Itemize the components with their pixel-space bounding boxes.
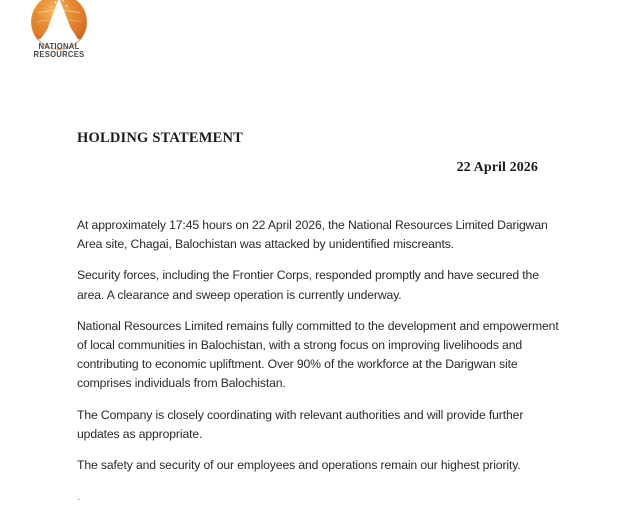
statement-paragraph: The Company is closely coordinating with relevant authorities and will provide further updates as appropriate. xyxy=(77,407,524,441)
logo-wordmark-line-2: RESOURCES xyxy=(33,50,85,60)
trailing-punctuation: . xyxy=(77,489,81,504)
statement-paragraph: At approximately 17:45 hours on 22 April 2026, the National Resources Limited Darigwan Area site, Chagai, Balochistan was attacked by unidentified miscreants. xyxy=(77,218,548,252)
statement-body xyxy=(77,216,564,506)
logo-wordmark-line-1: NATIONAL xyxy=(38,42,80,51)
statement-paragraph: National Resources Limited remains fully committed to the development and empowerment of local communities in Balochistan, with a strong focus on improving livelihoods and contributing to economic upliftment. Over 90% of the workforce at the Darigwan site comprises individuals from Balochistan. xyxy=(77,318,559,391)
statement-paragraph: Security forces, including the Frontier Corps, responded promptly and have secured the area. A clearance and sweep operation is currently underway. xyxy=(77,268,539,302)
company-logo xyxy=(27,0,91,71)
page-title: HOLDING STATEMENT xyxy=(77,130,244,146)
statement-date: 22 April 2026 xyxy=(456,160,538,175)
logo-wordmark xyxy=(27,43,91,60)
statement-paragraph: The safety and security of our employees and operations remain our highest priority. xyxy=(77,458,521,473)
